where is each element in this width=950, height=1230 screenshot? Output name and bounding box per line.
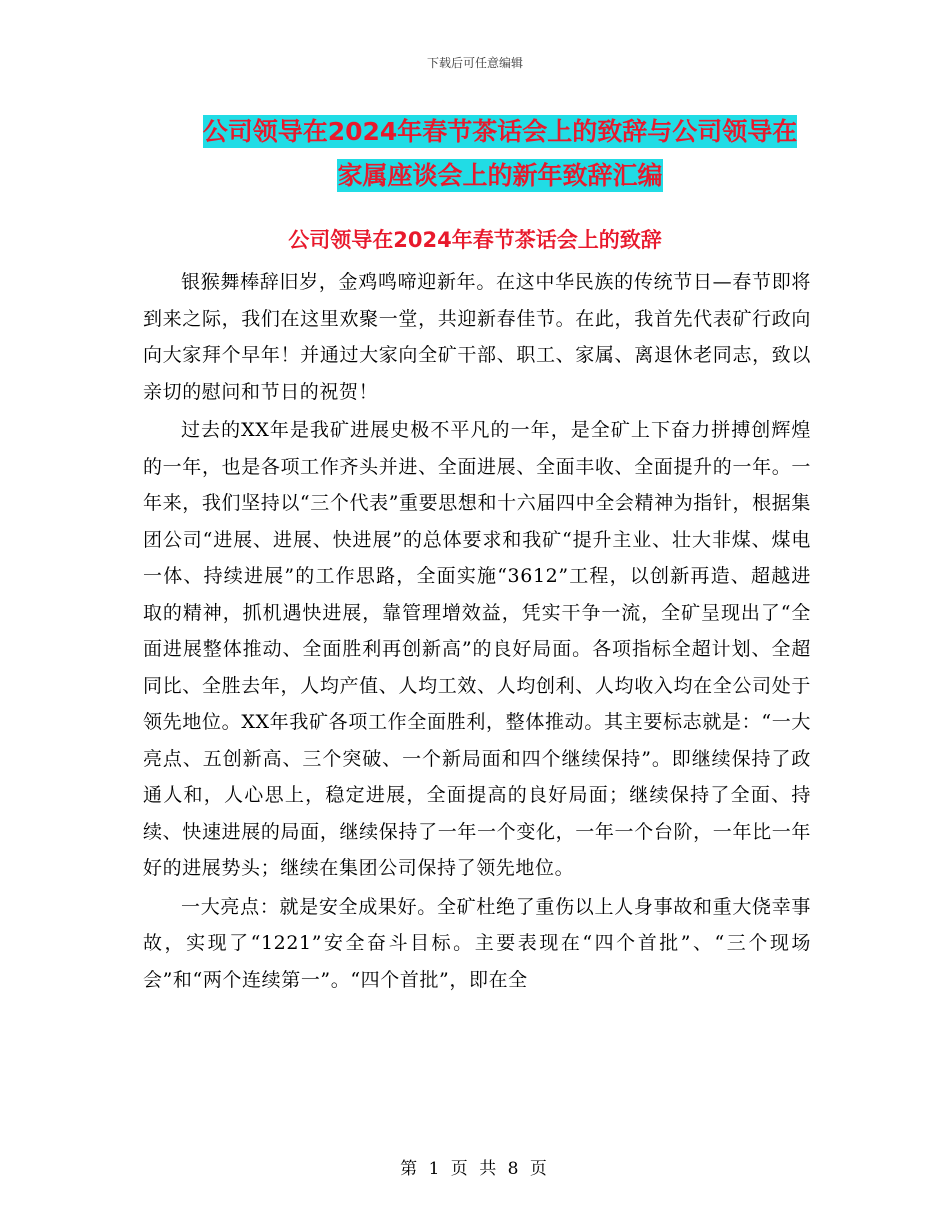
document-title-line-2: 家属座谈会上的新年致辞汇编	[337, 161, 663, 190]
section-title: 公司领导在2024年春节茶话会上的致辞	[288, 228, 662, 252]
document-title-line-1: 公司领导在2024年春节茶话会上的致辞与公司领导在	[202, 117, 798, 146]
document-title	[140, 110, 860, 198]
body-paragraph: 银猴舞棒辞旧岁，金鸡鸣啼迎新年。在这中华民族的传统节日—春节即将到来之际，我们在这里欢聚一堂，共迎新春佳节。在此，我首先代表矿行政向向大家拜个早年！并通过大家向全矿干部、职工、家属、离退休老同志，致以亲切的慰问和节日的祝贺！	[143, 271, 811, 403]
body-paragraph: 一大亮点：就是安全成果好。全矿杜绝了重伤以上人身事故和重大侥幸事故，实现了“1221”安全奋斗目标。主要表现在“四个首批”、“三个现场会”和“两个连续第一”。“四个首批”，即在全	[143, 895, 811, 991]
page-header-note: 下载后可任意编辑	[426, 56, 523, 70]
body-paragraph: 过去的XX年是我矿进展史极不平凡的一年，是全矿上下奋力拼搏创辉煌的一年，也是各项工作齐头并进、全面进展、全面丰收、全面提升的一年。一年来，我们坚持以“三个代表”重要思想和十六届四中全会精神为指针，根据集团公司“进展、进展、快进展”的总体要求和我矿“提升主业、壮大非煤、煤电一体、持续进展”的工作思路，全面实施“3612”工程，以创新再造、超越进取的精神，抓机遇快进展，靠管理增效益，凭实干争一流，全矿呈现出了“全面进展整体推动、全面胜利再创新高”的良好局面。各项指标全超计划、全超同比、全胜去年，人均产值、人均工效、人均创利、人均收入均在全公司处于领先地位。XX年我矿各项工作全面胜利，整体推动。其主要标志就是：“一大亮点、五创新高、三个突破、一个新局面和四个继续保持”。即继续保持了政通人和，人心思上，稳定进展，全面提高的良好局面；继续保持了全面、持续、快速进展的局面，继续保持了一年一个变化，一年一个台阶，一年比一年好的进展势头；继续在集团公司保持了领先地位。	[143, 419, 811, 879]
document-body	[143, 264, 811, 1000]
page-number-footer: 第 1 页 共 8 页	[400, 1159, 550, 1179]
